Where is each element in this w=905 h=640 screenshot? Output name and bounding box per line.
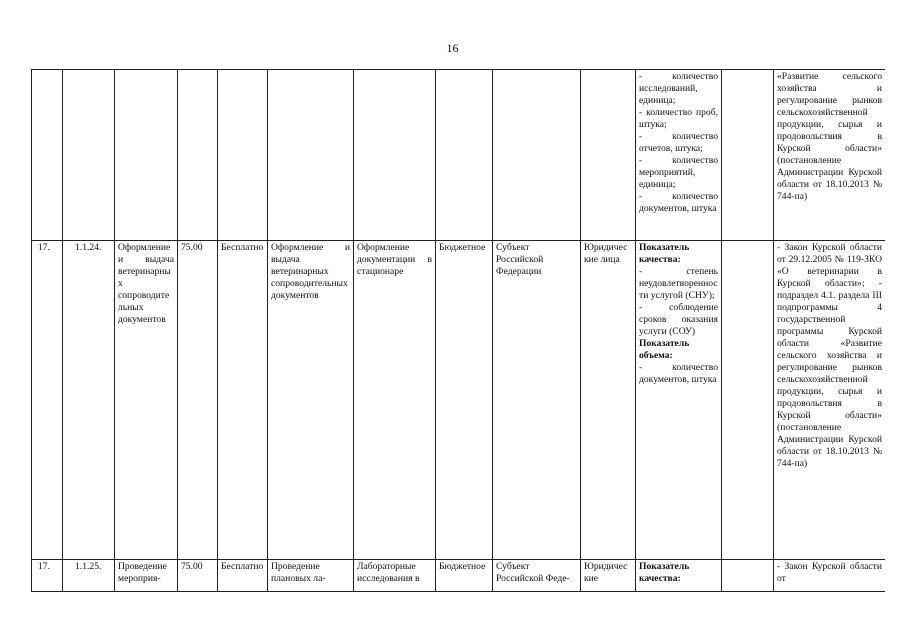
cell-service-name: Проведение мероприя- [115,560,178,593]
cell-service-name [115,70,178,241]
cell-blank [722,241,774,560]
cell-authority: Субъект Российской Федерации [493,241,581,560]
cell-consumers: Юридические [581,560,636,593]
table-row [32,560,886,593]
cell-service-name: Оформление и выдача ветеринарных сопроводительных документов [115,241,178,560]
table-row [32,241,886,560]
cell-consumers [581,70,636,241]
cell-content [268,70,354,241]
cell-code [63,70,115,241]
indicator-line: - количество проб, штука; [639,107,718,130]
cell-payment: Бесплатно [218,241,268,560]
cell-indicators [636,241,722,560]
cell-okved [178,70,218,241]
cell-legal-basis: - Закон Курской области от 29.12.2005 № 119-ЗКО «О ветеринарии в Курской области»; - подраздел 4.1. раздела III подпрограммы 4 государственной программы Курской области «Развитие сельского хозяйства и регулирование рынков сельскохозяйственной продукции, сырья и продовольствия в Курской области» (постановление Администрации Курской области от 18.10.2013 № 744-па) [774,241,886,560]
cell-legal-basis: - Закон Курской области от [774,560,886,593]
cell-institution-type [436,70,493,241]
cell-content: Оформление и выдача ветеринарных сопроводительных документов [268,241,354,560]
cell-content: Проведение плановых ла- [268,560,354,593]
cell-conditions [354,70,436,241]
page-number: 16 [446,41,459,55]
cell-indicators [636,560,722,593]
cell-indicators [636,70,722,241]
cell-number: 17. [32,241,63,560]
volume-indicator-heading: Показатель объема: [639,338,690,361]
cell-okved: 75.00 [178,560,218,593]
indicator-line: - количество исследований, единица; [639,71,718,106]
cell-payment [218,70,268,241]
cell-conditions: Лабораторные исследования в [354,560,436,593]
quality-indicator-heading: Показатель качества: [639,242,690,265]
indicator-line: - количество мероприятий, единица; [639,155,718,190]
cell-okved: 75.00 [178,241,218,560]
registry-table [31,69,885,592]
cell-conditions: Оформление документации в стационаре [354,241,436,560]
cell-payment: Бесплатно [218,560,268,593]
registry-table-sheet [31,69,885,592]
quality-indicator-heading: Показатель качества: [639,561,690,584]
cell-code: 1.1.24. [63,241,115,560]
cell-blank [722,70,774,241]
indicator-line: - количество отчетов, штука; [639,131,718,154]
cell-authority: Субъект Российской Феде- [493,560,581,593]
cell-institution-type: Бюджетное [436,560,493,593]
cell-consumers: Юридические лица [581,241,636,560]
indicator-line: - степень неудовлетворенности услугой (СНУ); [639,266,718,301]
cell-legal-basis: «Развитие сельского хозяйства и регулирование рынков сельскохозяйственной продукции, сырья и продовольствия в Курской области» (постановление Администрации Курской области от 18.10.2013 № 744-па) [774,70,886,241]
table-row [32,70,886,241]
cell-blank [722,560,774,593]
indicator-line: - количество документов, штука [639,191,718,214]
indicator-line: - соблюдение сроков оказания услуги (СОУ) [639,302,718,337]
cell-institution-type: Бюджетное [436,241,493,560]
cell-code: 1.1.25. [63,560,115,593]
indicator-line: - количество документов, штука [639,362,718,385]
cell-number [32,70,63,241]
cell-authority [493,70,581,241]
cell-number: 17. [32,560,63,593]
